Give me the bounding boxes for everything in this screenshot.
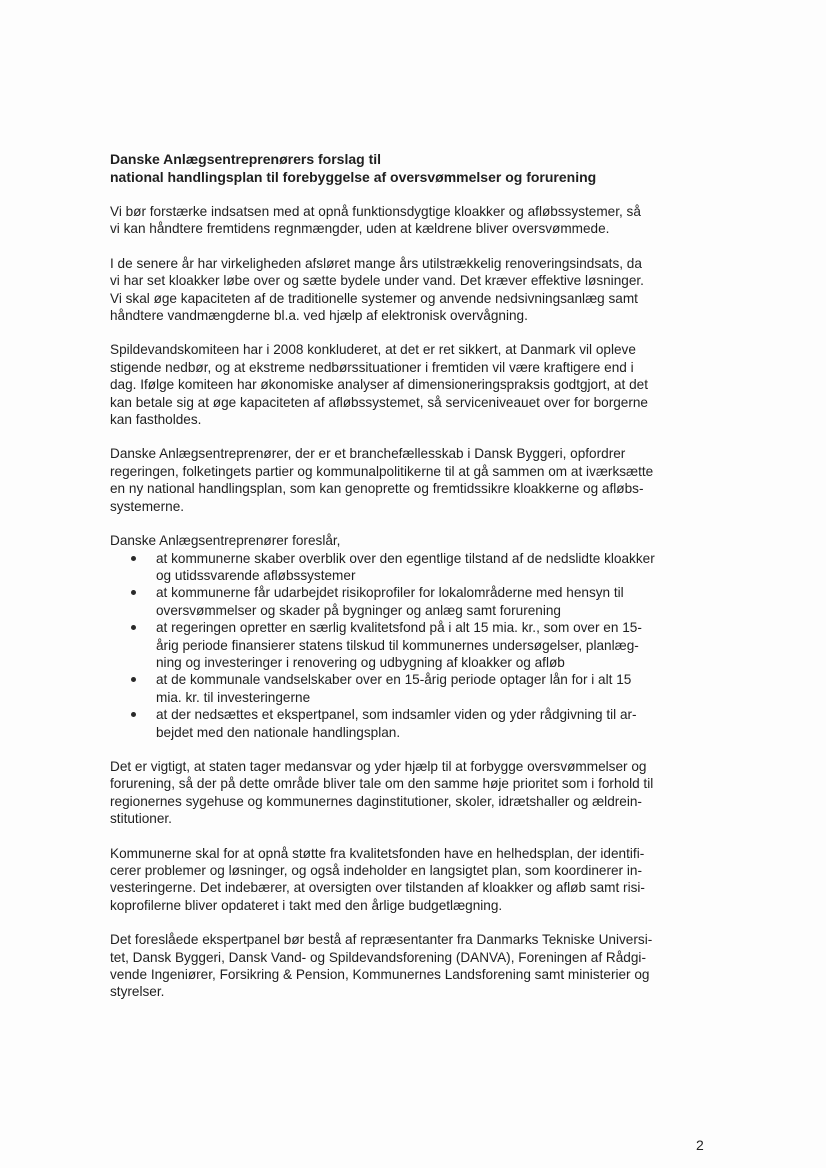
page-number: 2	[696, 1137, 704, 1153]
text-line: at regeringen opretter en særlig kvalitetsfond på i alt 15 mia. kr., som over en 15-	[156, 620, 642, 636]
list-item	[110, 671, 715, 706]
bullet-icon	[131, 712, 136, 717]
text-line: at der nedsættes et ekspertpanel, som indsamler viden og yder rådgivning til ar-	[156, 707, 637, 723]
text-line: dag. Ifølge komiteen har økonomiske analyser af dimensioneringspraksis godtgjort, at det	[110, 377, 648, 393]
text-line: Kommunerne skal for at opnå støtte fra kvalitetsfonden have en helhedsplan, der identifi-	[110, 845, 645, 861]
proposal-list	[110, 550, 715, 741]
text-line: kan betale sig at øge kapaciteten af afløbssystemet, så serviceniveauet over for borgerne	[110, 394, 648, 410]
text-line: vesteringerne. Det indebærer, at oversigten over tilstanden af kloakker og afløb samt risi-	[110, 880, 645, 896]
title-line: national handlingsplan til forebyggelse af oversvømmelser og forurening	[110, 169, 597, 185]
paragraph-call-to-action	[110, 445, 715, 515]
text-line: regionernes sygehuse og kommunernes daginstitutioner, skoler, idrætshaller og ældrein-	[110, 793, 642, 809]
bullet-icon	[131, 625, 136, 630]
paragraph-committee	[110, 341, 715, 428]
paragraph-state-responsibility	[110, 758, 715, 828]
list-item	[110, 584, 715, 619]
text-line: oversvømmelser og skader på bygninger og anlæg samt forurening	[156, 602, 561, 618]
document-body	[110, 150, 715, 1018]
text-line: at de kommunale vandselskaber over en 15-årig periode optager lån for i alt 15	[156, 672, 632, 688]
text-line: håndtere vandmængderne bl.a. ved hjælp af elektronisk overvågning.	[110, 308, 528, 324]
text-line: koprofilerne bliver opdateret i takt med den årlige budgetlægning.	[110, 897, 503, 913]
text-line: regeringen, folketingets partier og kommunalpolitikerne til at gå sammen om at iværksætte	[110, 463, 654, 479]
text-line: kan fastholdes.	[110, 412, 202, 428]
list-item	[110, 706, 715, 741]
title-line: Danske Anlægsentreprenørers forslag til	[110, 151, 382, 167]
paragraph-municipal-plan	[110, 845, 715, 915]
text-line: tet, Dansk Byggeri, Dansk Vand- og Spildevandsforening (DANVA), Foreningen af Rådgi-	[110, 949, 646, 965]
text-line: stitutioner.	[110, 811, 172, 827]
text-line: Det foreslåede ekspertpanel bør bestå af repræsentanter fra Danmarks Tekniske Universi-	[110, 932, 653, 948]
text-line: bejdet med den nationale handlingsplan.	[156, 724, 401, 740]
text-line: årig periode finansierer statens tilskud til kommunernes undersøgelser, planlæg-	[156, 637, 639, 653]
text-line: en ny national handlingsplan, som kan genoprette og fremtidssikre kloakkerne og afløbs-	[110, 481, 644, 497]
text-line: I de senere år har virkeligheden afsløret mange års utilstrækkelig renoveringsindsats, da	[110, 255, 642, 271]
text-line: at kommunerne skaber overblik over den egentlige tilstand af de nedslidte kloakker	[156, 550, 655, 566]
text-line: ning og investeringer i renovering og udbygning af kloakker og afløb	[156, 654, 565, 670]
text-line: systemerne.	[110, 498, 185, 514]
text-line: Spildevandskomiteen har i 2008 konkluderet, at det er ret sikkert, at Danmark vil opleve	[110, 342, 636, 358]
text-line: vi har set kloakker løbe over og sætte bydele under vand. Det kræver effektive løsninger.	[110, 273, 644, 289]
document-title	[110, 150, 715, 186]
bullet-icon	[131, 556, 136, 561]
text-line: og utidssvarende afløbssystemer	[156, 567, 356, 583]
list-item	[110, 619, 715, 671]
text-line: stigende nedbør, og at ekstreme nedbørssituationer i fremtiden vil være kraftigere end i	[110, 359, 634, 375]
paragraph-renovation	[110, 255, 715, 325]
bullet-icon	[131, 677, 136, 682]
text-line: Vi skal øge kapaciteten af de traditionelle systemer og anvende nedsivningsanlæg samt	[110, 290, 638, 306]
text-line: Danske Anlægsentreprenører, der er et branchefællesskab i Dansk Byggeri, opfordrer	[110, 446, 626, 462]
text-line: cerer problemer og løsninger, og også indeholder en langsigtet plan, som koordinerer in-	[110, 863, 642, 878]
text-line: mia. kr. til investeringerne	[156, 689, 311, 705]
list-item	[110, 550, 715, 585]
text-line: Vi bør forstærke indsatsen med at opnå funktionsdygtige kloakker og afløbssystemer, så	[110, 204, 641, 219]
text-line: vi kan håndtere fremtidens regnmængder, uden at kældrene bliver oversvømmede.	[110, 221, 610, 237]
paragraph-intro	[110, 203, 715, 238]
bullet-icon	[131, 590, 136, 595]
text-line: forurening, så der på dette område bliver tale om den samme høje prioritet som i forhold til	[110, 776, 654, 792]
list-intro: Danske Anlægsentreprenører foreslår,	[110, 533, 341, 549]
text-line: vende Ingeniører, Forsikring & Pension, Kommunernes Landsforening samt ministerier og	[110, 967, 650, 983]
text-line: styrelser.	[110, 984, 165, 1000]
text-line: at kommunerne får udarbejdet risikoprofiler for lokalområderne med hensyn til	[156, 585, 624, 601]
paragraph-expert-panel	[110, 931, 715, 1001]
text-line: Det er vigtigt, at staten tager medansvar og yder hjælp til at forbygge oversvømmelser og	[110, 758, 647, 774]
